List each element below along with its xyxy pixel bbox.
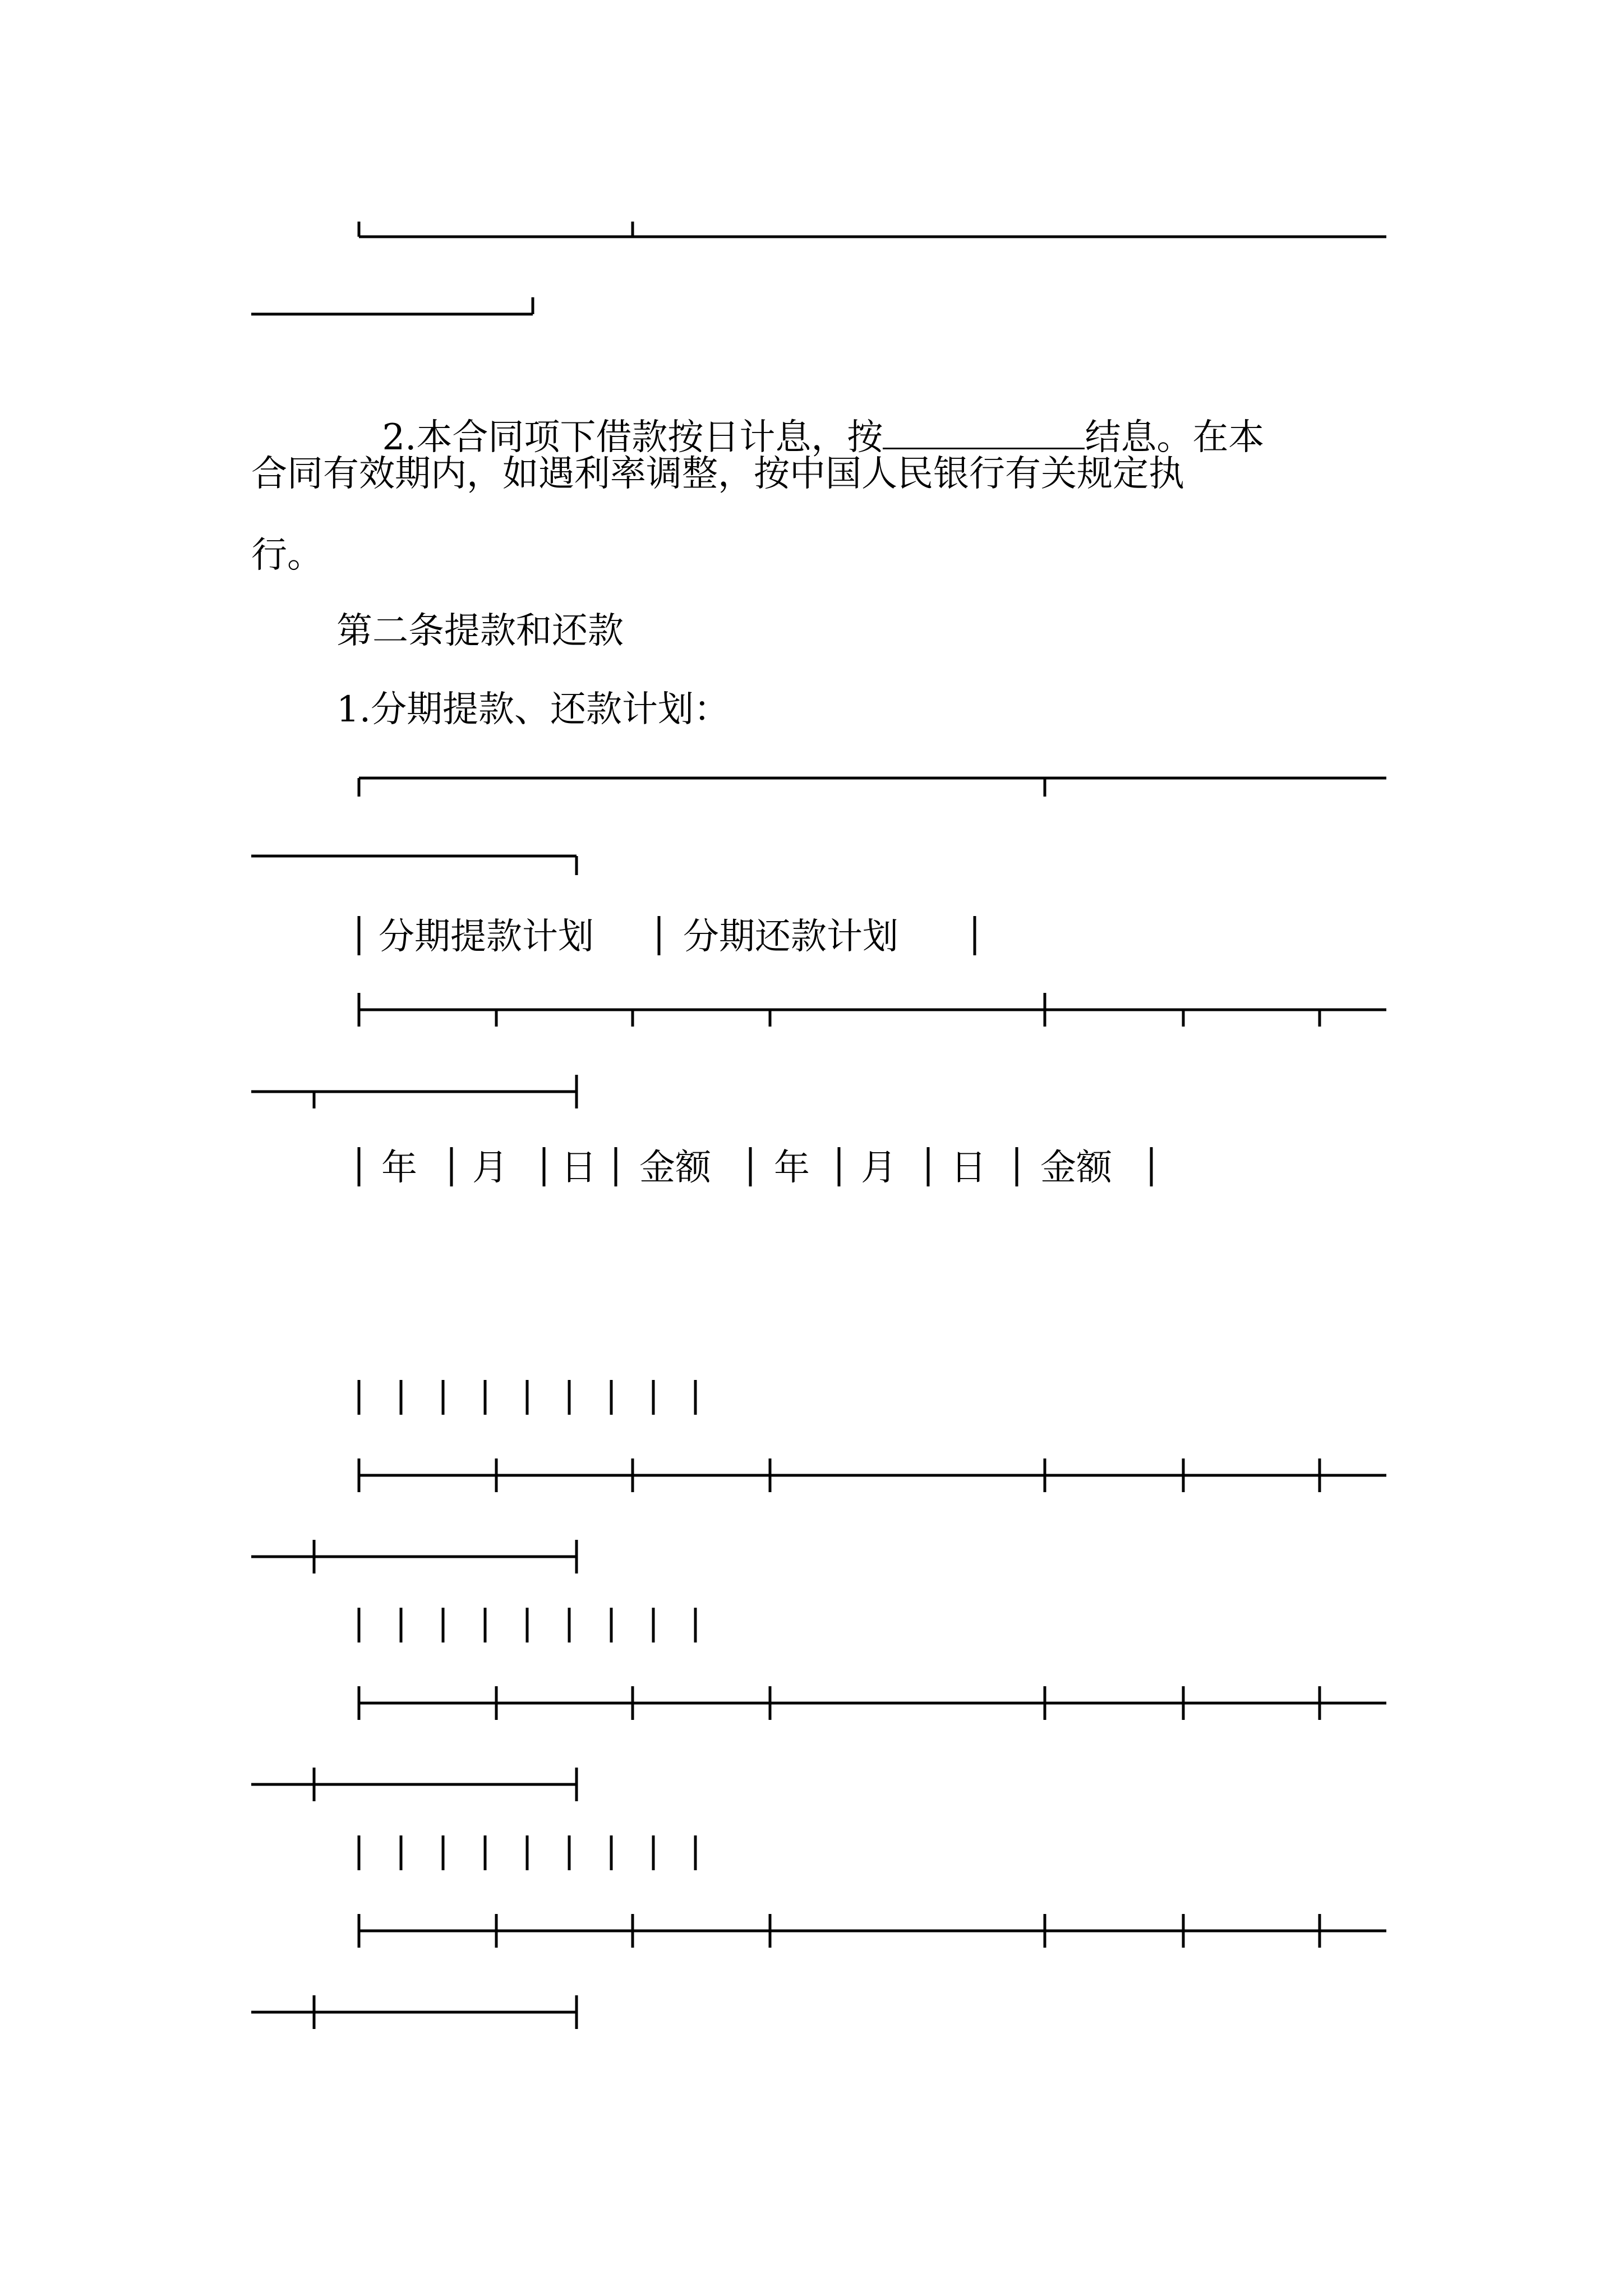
col-header-amount-1: 金额 — [639, 1147, 711, 1189]
col-header-day-1: 日 — [561, 1147, 597, 1189]
col-header-year-1: 年 — [381, 1147, 417, 1189]
paragraph-interest-line3: 行。 — [251, 535, 323, 576]
group-header-drawdown: 分期提款计划 — [379, 916, 594, 958]
col-header-month-2: 月 — [861, 1147, 897, 1189]
col-header-day-2: 日 — [951, 1147, 986, 1189]
col-header-year-2: 年 — [774, 1147, 810, 1189]
article-2-title: 第二条提款和还款 — [336, 610, 624, 652]
paragraph-interest-suffix: 结息。在本 — [1085, 417, 1265, 458]
col-header-month-1: 月 — [472, 1147, 508, 1189]
item-1-title: 1.分期提款、还款计划： — [336, 689, 730, 730]
group-header-repayment: 分期还款计划 — [683, 916, 898, 958]
settlement-period-blank[interactable] — [883, 418, 1085, 449]
col-header-amount-2: 金额 — [1040, 1147, 1112, 1189]
paragraph-interest-line2: 合同有效期内，如遇利率调整，按中国人民银行有关规定执 — [251, 453, 1184, 495]
paragraph-interest-prefix: 2.本合同项下借款按日计息，按 — [382, 417, 883, 458]
